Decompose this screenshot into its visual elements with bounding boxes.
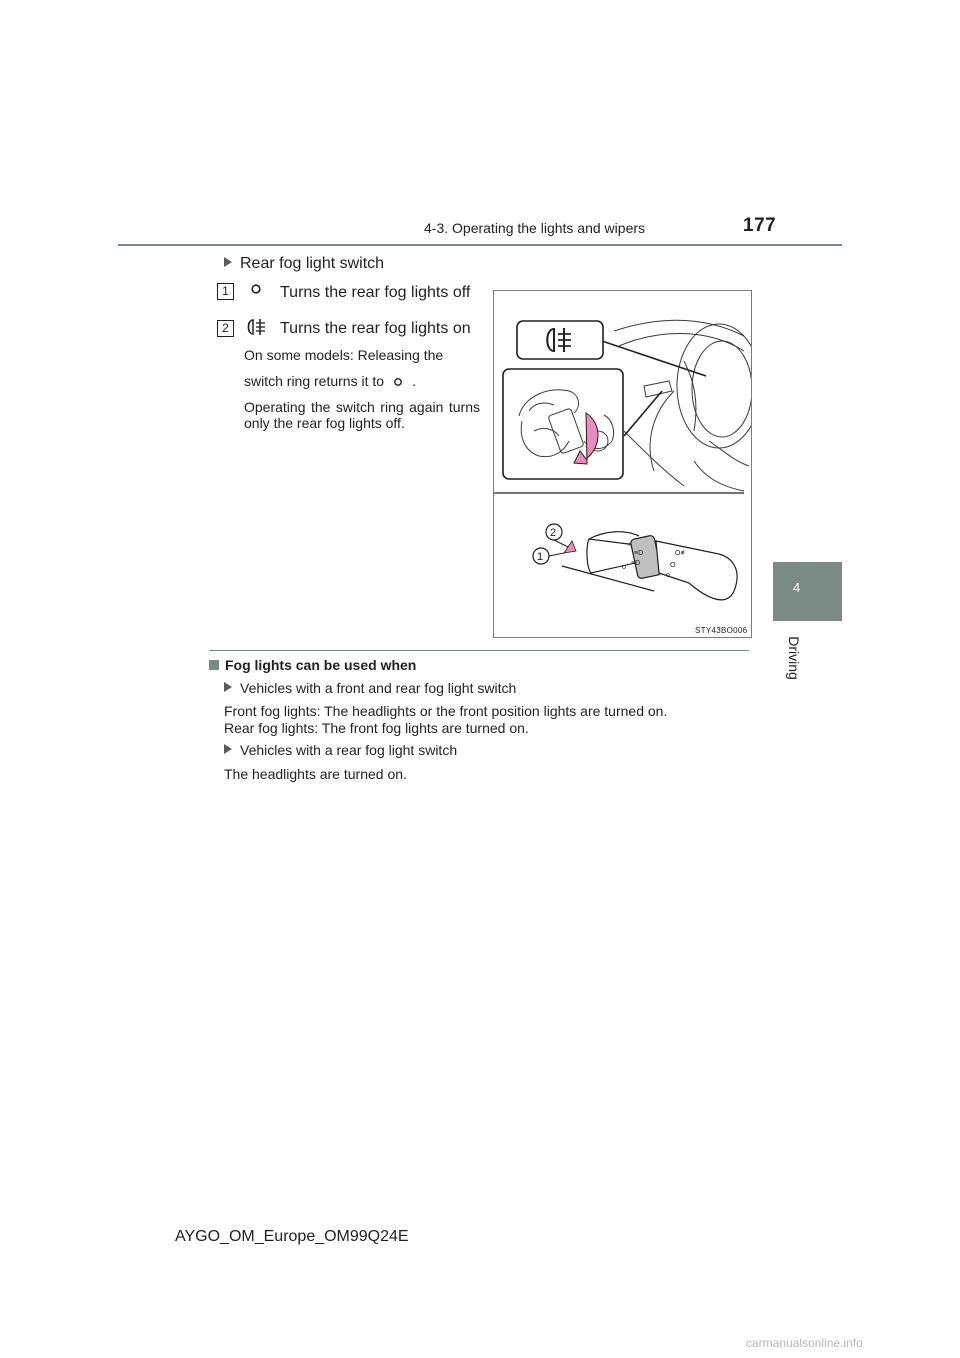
svg-text:☼: ☼	[626, 541, 633, 548]
section-title: 4-3. Operating the lights and wipers	[424, 220, 646, 236]
svg-text:o: o	[622, 564, 626, 571]
note-switch-ring: switch ring returns it to .	[244, 372, 480, 392]
chapter-number: 4	[793, 580, 801, 595]
note-operating-again: Operating the switch ring again turns only the rear fog lights off.	[244, 399, 480, 431]
ring-turn-arrow	[564, 541, 576, 553]
fog-usage-para2: The headlights are turned on.	[224, 766, 407, 782]
fog-usage-para1: Front fog lights: The headlights or the front position lights are turned on. Rear fog lights: The front fog lights are turned on.	[224, 703, 668, 736]
square-bullet-icon	[209, 660, 219, 670]
fog-light-off-icon	[249, 282, 263, 301]
note-some-models: On some models: Releasing the	[244, 347, 444, 363]
svg-text:≡D: ≡D	[634, 550, 644, 557]
svg-text:O≢: O≢	[675, 550, 688, 557]
item-number-2: 2	[217, 320, 234, 337]
svg-text:o: o	[666, 572, 670, 579]
page-number: 177	[743, 215, 777, 236]
rear-fog-light-icon	[244, 318, 268, 341]
fog-usage-heading: Fog lights can be used when	[209, 657, 416, 673]
watermark[interactable]: carmanualsonline.info	[746, 1336, 863, 1350]
document-id: AYGO_OM_Europe_OM99Q24E	[175, 1228, 409, 1245]
triangle-bullet-icon	[224, 744, 232, 754]
steering-wheel-sketch	[614, 320, 751, 491]
item-text-2: Turns the rear fog lights on	[280, 320, 471, 337]
item-number-1: 1	[217, 283, 234, 300]
rear-fog-switch-heading: Rear fog light switch	[224, 255, 384, 273]
item-text-1: Turns the rear fog lights off	[280, 284, 471, 301]
triangle-bullet-icon	[224, 257, 232, 267]
fog-usage-sub1: Vehicles with a front and rear fog light switch	[224, 680, 516, 696]
fog-light-off-icon	[392, 374, 404, 392]
chapter-label: Driving	[786, 636, 802, 680]
light-switch-lever	[562, 532, 737, 600]
triangle-bullet-icon	[224, 682, 232, 692]
svg-text:≡D: ≡D	[631, 560, 641, 567]
figure-code: STY43BO006	[695, 626, 748, 635]
fog-usage-sub2: Vehicles with a rear fog light switch	[224, 742, 457, 758]
callout-1: 1	[537, 551, 544, 563]
chapter-tab[interactable]	[773, 562, 842, 621]
section-divider	[209, 650, 749, 651]
header-divider	[118, 244, 842, 246]
svg-text:O: O	[670, 562, 676, 569]
fog-switch-illustration	[493, 290, 752, 638]
callout-2: 2	[550, 527, 557, 539]
